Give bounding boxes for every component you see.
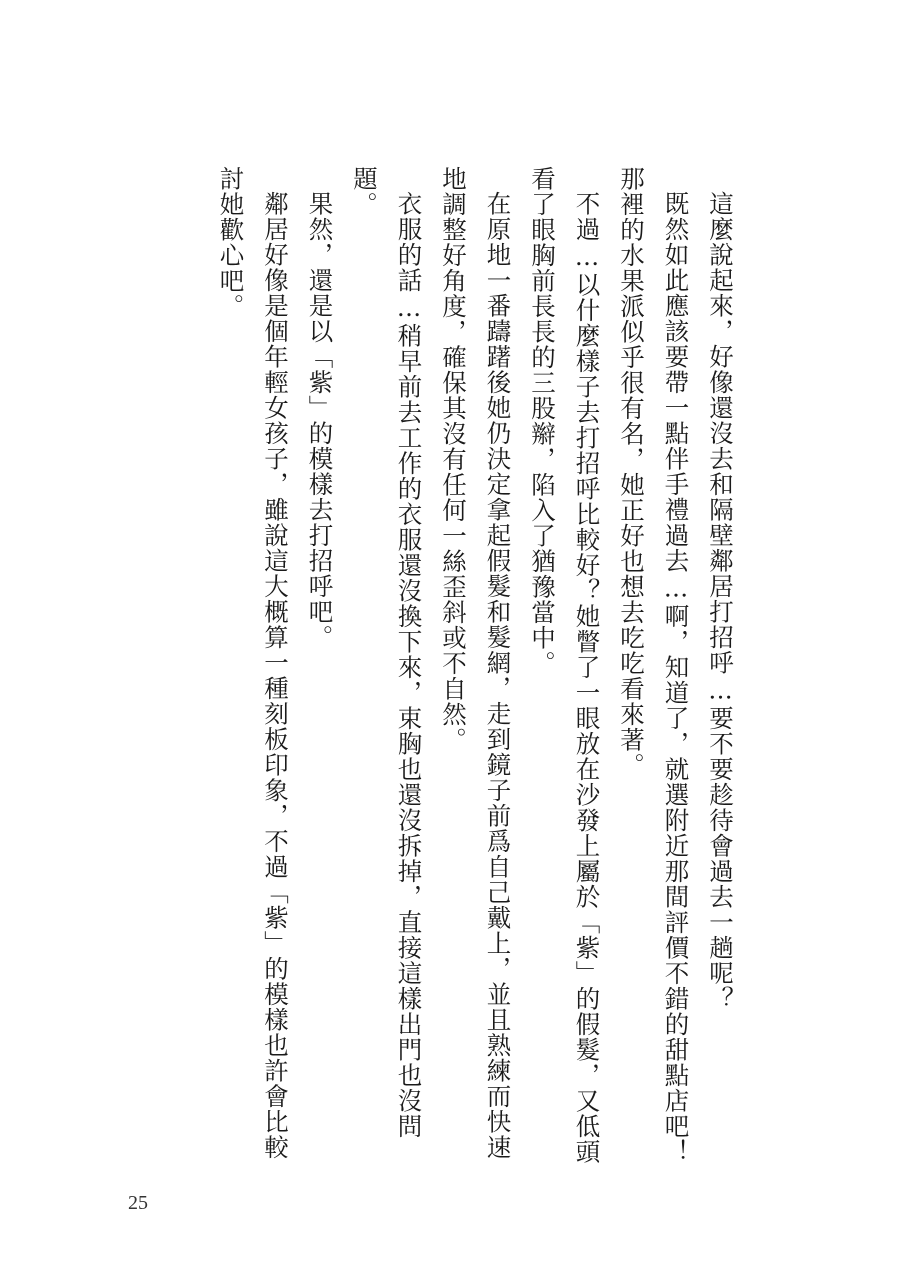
paragraph: 在原地一番躊躇後她仍決定拿起假髮和髮網，走到鏡子前爲自己戴上，並且熟練而快速地調整好角度，確保其沒有任何一絲歪斜或不自然。	[439, 166, 513, 1160]
page-number: 25	[128, 1192, 148, 1214]
paragraph: 鄰居好像是個年輕女孩子，雖說這大概算一種刻板印象，不過「紫」的模樣也許會比較討她歡心吧。	[216, 166, 290, 1160]
paragraph: 這麼說起來，好像還沒去和隔壁鄰居打招呼…要不要趁待會過去一趟呢？	[706, 190, 735, 1011]
paragraph: 既然如此應該要帶一點伴手禮過去…啊，知道了，就選附近那間評價不錯的甜點店吧！那裡的水果派似乎很有名，她正好也想去吃吃看來著。	[617, 166, 691, 1164]
paragraph: 衣服的話…稍早前去工作的衣服還沒換下來，束胸也還沒拆掉，直接這樣出門也沒問題。	[350, 166, 424, 1139]
paragraph: 果然，還是以「紫」的模樣去打招呼吧。	[305, 190, 335, 650]
paragraph: 不過…以什麼樣子去打招呼比較好？她瞥了一眼放在沙發上屬於「紫」的假髮，又低頭看了眼胸前長長的三股辮，陷入了猶豫當中。	[528, 166, 602, 1164]
vertical-text-body	[208, 166, 742, 1166]
